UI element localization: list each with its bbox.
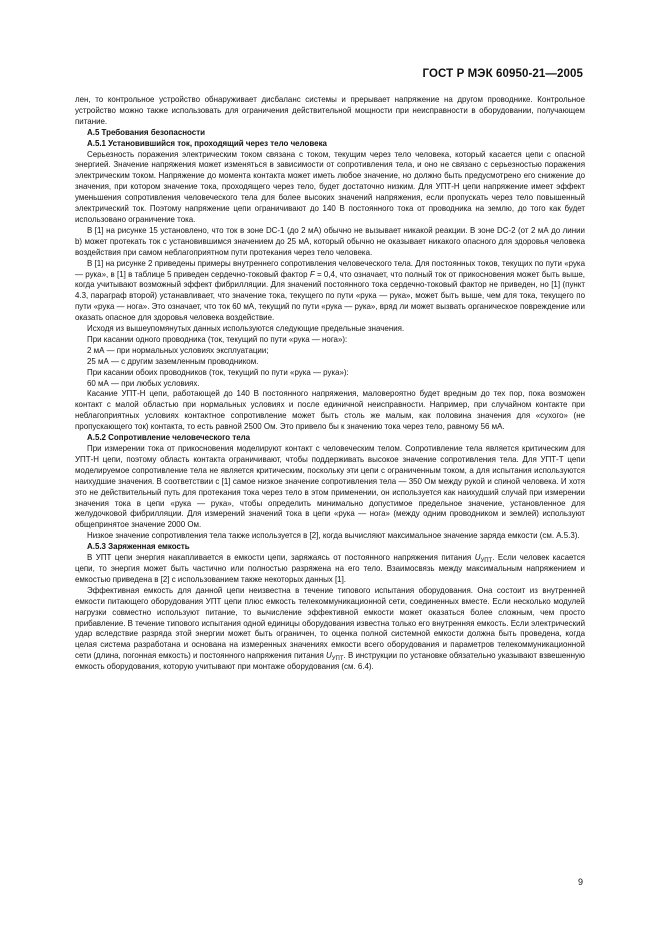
document-body [75, 95, 585, 673]
paragraph: лен, то контрольное устройство обнаруживает дисбаланс системы и прерывает напряжение на другом проводнике. Контрольное устройство можно также использовать для ограничения действительной мощности при неисправности в оборудовании, получающем питание. [75, 95, 585, 126]
paragraph: Низкое значение сопротивления тела также используется в [2], когда вычисляют максимальное значение заряда емкости (см. А.5.3). [87, 531, 580, 541]
section-heading: А.5 Требования безопасности [87, 127, 205, 137]
paragraph: В [1] на рисунке 2 приведены примеры внутреннего сопротивления человеческого тела. Для постоянных токов, текущих по пути «рука — рука», в [1] в таблице 5 приведен сердечно-токовый фактор F = 0,4, что означает, что полный ток от прикосновения может быть выше, когда учитывают возможный эффект фибрилляции. Для значений постоянного тока сердечно-токовый фактор не приведен, но [1] (пункт 4.3, параграф второй) устанавливает, что значение тока, текущего по пути «рука — рука», может быть выше, чем для тока, текущего по пути «рука — нога». Это означает, что ток 60 мА, текущий по пути «рука — рука», вряд ли может вызвать органическое повреждение или оказать опасное для здоровья человека воздействие. [75, 258, 585, 323]
list-item: При касании одного проводника (ток, текущий по пути «рука — нога»): [87, 334, 348, 344]
paragraph: Касание УПТ-Н цепи, работающей до 140 В постоянного напряжения, маловероятно будет вредным до тех пор, пока возможен контакт с малой областью при нормальных условиях и после единичной неисправности. Например, при случайном контакте при неблагоприятных условиях контактное сопротивление может быть столь же малым, как половина значения для «сухого» (не пропускающего ток) контакта, то есть равной 2500 Ом. Это привело бы к значению тока через тело, равному 56 мА. [75, 389, 585, 432]
list-item: 60 мА — при любых условиях. [87, 378, 200, 388]
paragraph: Исходя из вышеупомянутых данных используются следующие предельные значения. [87, 324, 405, 334]
page-number: 9 [577, 877, 583, 887]
subsection-heading: А.5.1 Установившийся ток, проходящий через тело человека [87, 138, 327, 148]
paragraph: Эффективная емкость для данной цепи неизвестна в течение типового испытания оборудования. Она состоит из внутренней емкости питающего оборудования УПТ цепи плюс емкость телекоммуникационной сети, соединенных вместе. Если несколько модулей нагрузки совместно используют питание, то вычисление эффективной емкости может оказаться более сложным, чем просто прибавление. В течение типового испытания одной единицы оборудования известна только его внутренняя емкость. Если электрический удар вследствие разряда этой энергии может быть ограничен, то оценка полной системной емкости должна быть проведена, когда целая система разработана и основана на измеренных значениях емкости всего оборудования и параметров телекоммуникационной сети (длина, погонная емкость) и постоянного напряжения питания $U_{УПТ}$. В инструкции по установке обязательно указывают взвешенную емкость оборудования, которую учитывают при монтаже оборудования (см. 6.4). [75, 585, 585, 672]
paragraph: В [1] на рисунке 15 установлено, что ток в зоне DC-1 (до 2 мА) обычно не вызывает никакой реакции. В зоне DC-2 (от 2 мА до линии b) может протекать ток с установившимся значением до 25 мА, который обычно не оказывает никакого опасного для здоровья человека воздействия при самом неблагоприятном пути протекания через тело человека. [75, 225, 585, 257]
list-item: При касании обоих проводников (ток, текущий по пути «рука — рука»): [87, 367, 349, 377]
subsection-heading: А.5.2 Сопротивление человеческого тела [87, 433, 251, 443]
list-item: 2 мА — при нормальных условиях эксплуатации; [87, 345, 269, 355]
list-item: 25 мА — с другим заземленным проводником. [87, 356, 259, 366]
paragraph: При измерении тока от прикосновения моделируют контакт с человеческим телом. Сопротивление тела является критическим для УПТ-Н цепи, поэтому область контакта ограничивают, чтобы поддерживать высокое значение сопротивления тела. Для УПТ-Т цепи моделируемое сопротивление тела не является критическим, поскольку эти цепи с ограниченным током, а для испытания используются наихудшие значения. В соответствии с [1] самое низкое значение сопротивления тела — 350 Ом между рукой и спиной человека. И хотя это не действительный путь для протекания тока через тело в этом применении, он используется как наихудший случай при измерении значения тока в цепи «рука — рука», чтобы определить минимально допустимое предельное значение, установленное для желудочковой фибрилляции. Для измерений значений тока в цепи «рука — нога» (между одним проводником и землей) используют общепринятое значение 2000 Ом. [75, 444, 585, 530]
paragraph: В УПТ цепи энергия накапливается в емкости цепи, заряжаясь от постоянного напряжения питания $U_{УПТ}$. Если человек касается цепи, то энергия может быть частично или полностью разряжена на его тело. Взаимосвязь между максимальным напряжением и емкостью приведена в [2] с использованием также некоторых данных [1]. [75, 553, 585, 584]
subsection-heading: А.5.3 Заряженная емкость [87, 542, 190, 552]
paragraph: Серьезность поражения электрическим током связана с током, текущим через тело человека, который касается цепи с опасной энергией. Значение напряжения может изменяться в зависимости от сопротивления тела, и оно не связано с серьезностью поражения электрическим током. Напряжение до момента контакта может иметь любое значение, но должно быть предусмотрено его снижение до значения, при котором значение тока, проходящего через тело, будет достаточно низким. Для УПТ-Н цепи напряжение имеет эффект уменьшения сопротивления человеческого тела для более высоких значений напряжения, если пропускать через тело повышенный электрический ток. Поэтому напряжение цепи ограничивают до 140 В постоянного тока от проводника на землю, до того как будет использовано ограничение тока. [75, 149, 585, 224]
page-header-title: ГОСТ Р МЭК 60950-21—2005 [422, 68, 583, 80]
